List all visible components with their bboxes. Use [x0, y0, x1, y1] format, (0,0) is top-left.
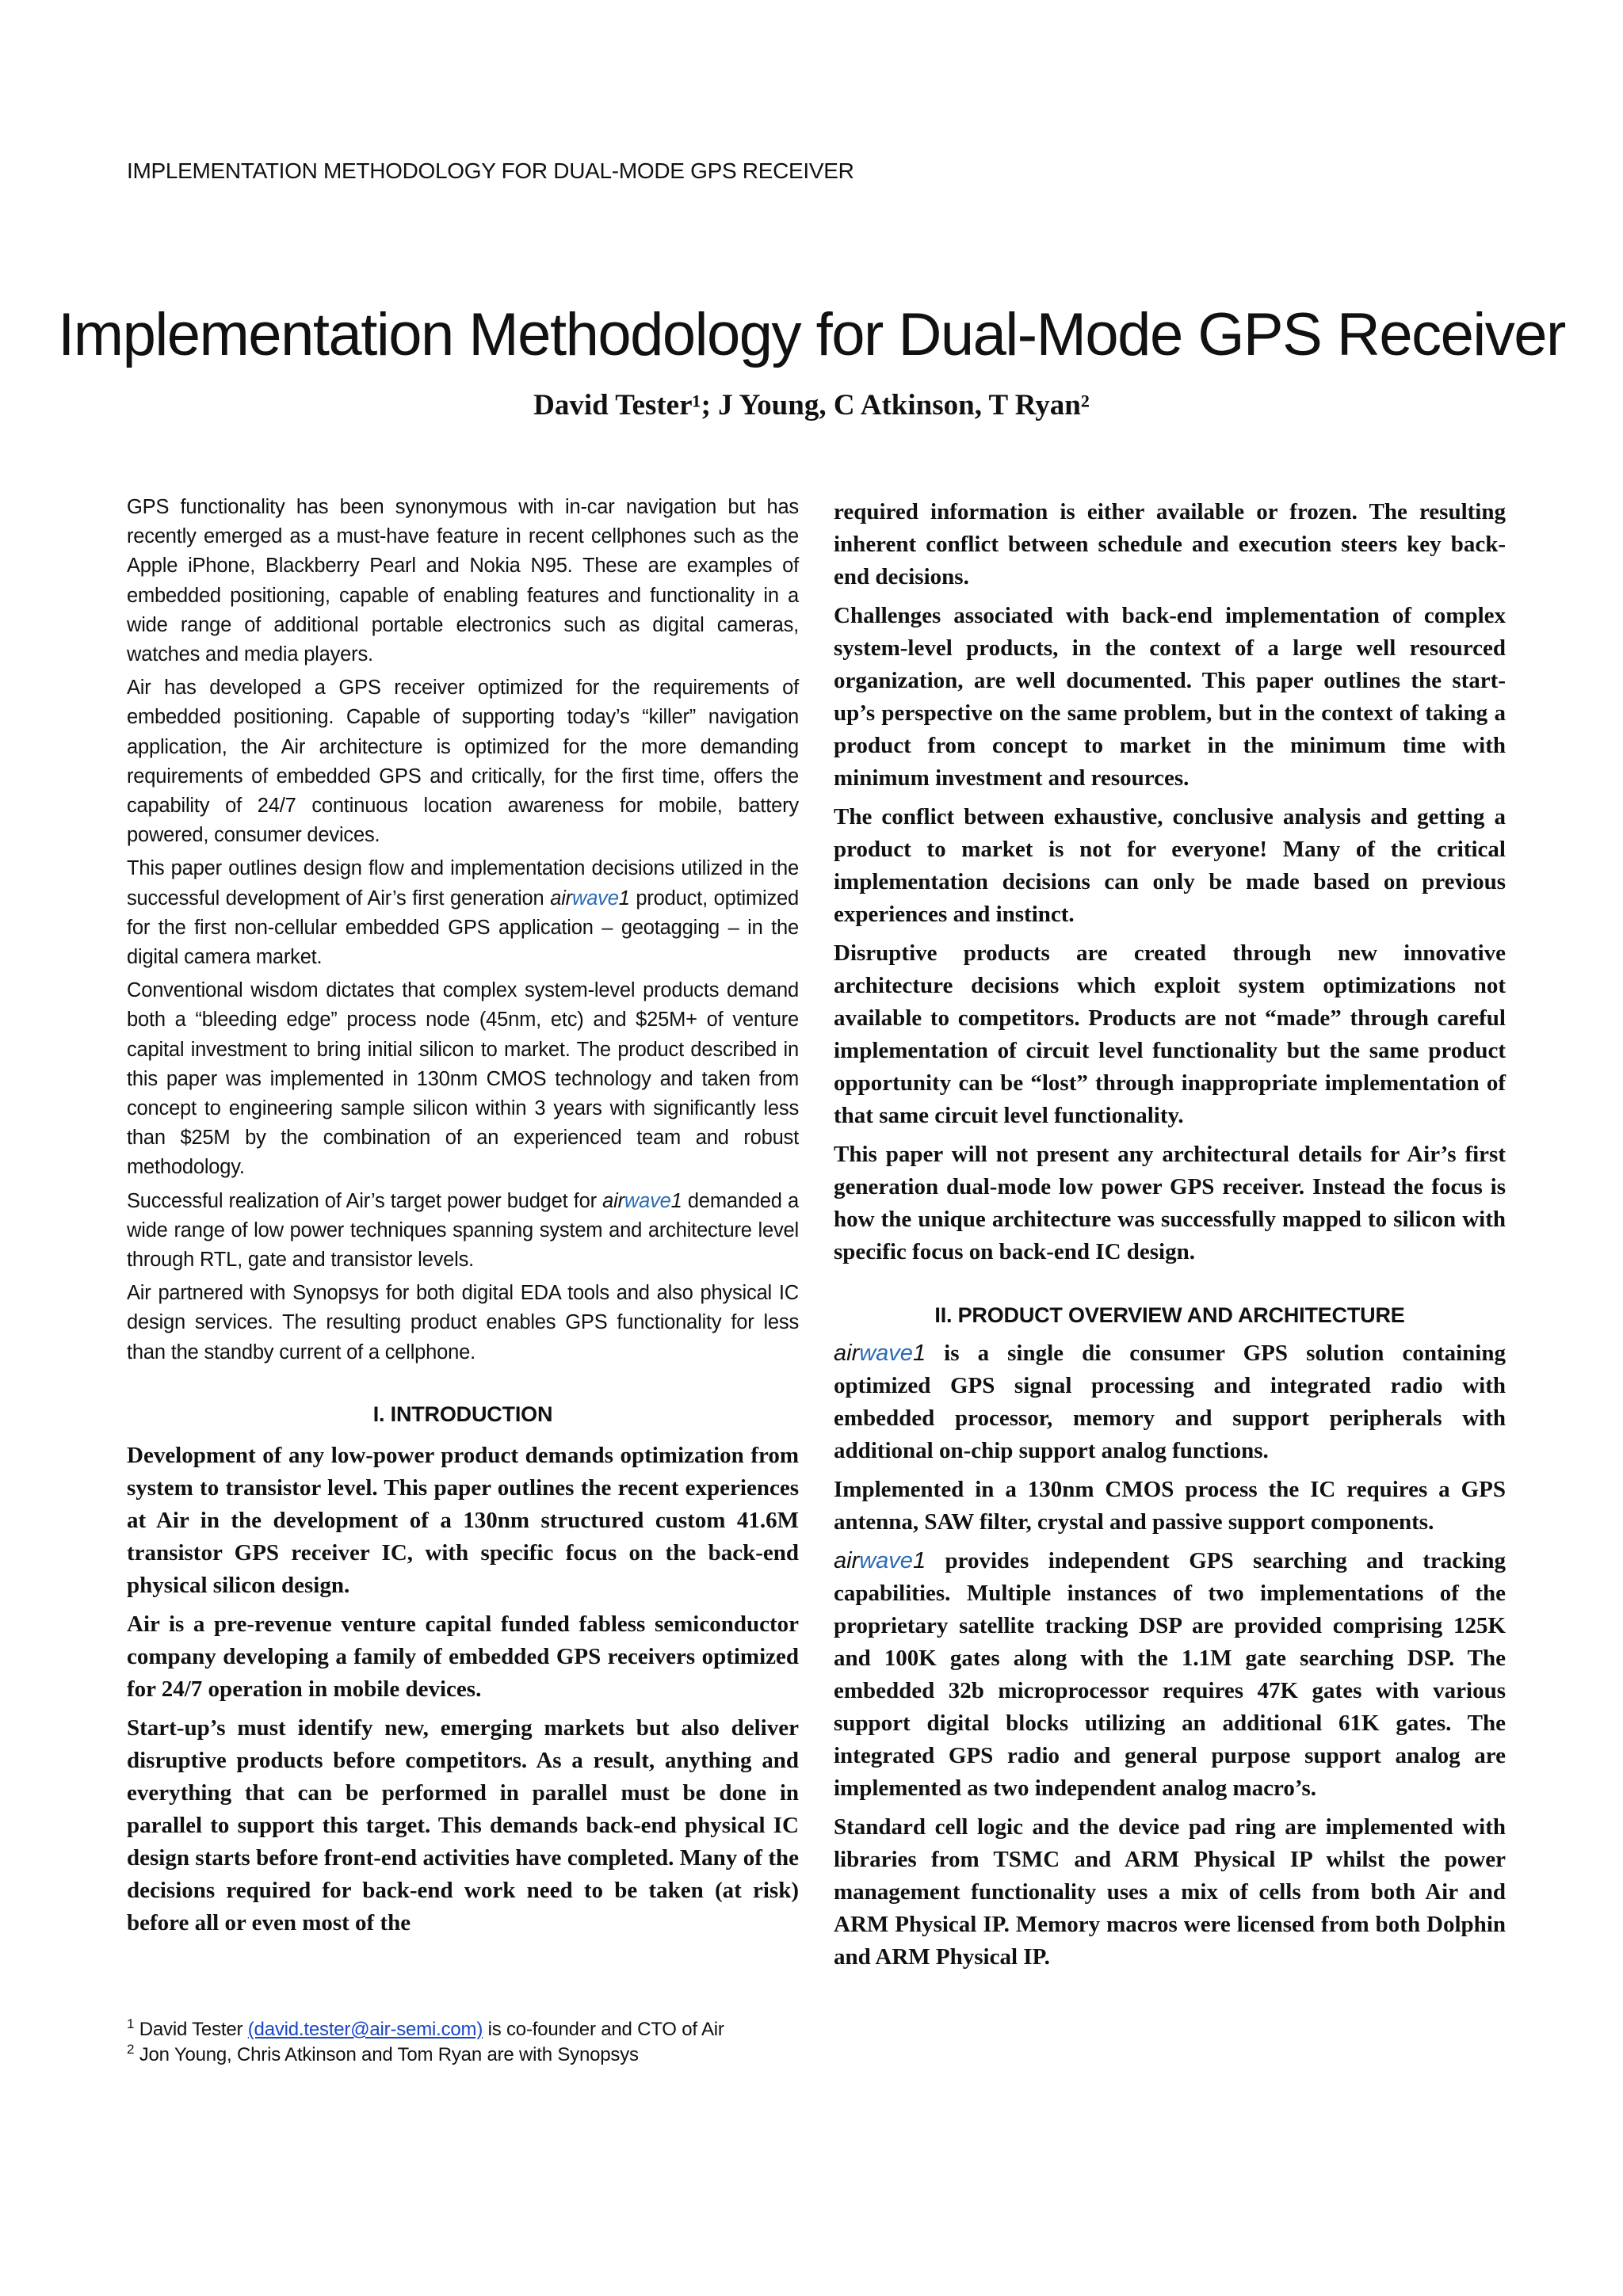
airwave1-wordmark: airwave1 [550, 887, 630, 910]
airwave1-wordmark: airwave1 [834, 1341, 926, 1366]
abstract-paragraph: Conventional wisdom dictates that complex system-level products demand both a “bleeding edge” process node (45nm, etc) and $25M+ of venture capital investment to bring initial silicon to market. The product described in this paper was implemented in 130nm CMOS technology and taken from concept to engineering sample silicon within 3 years with significantly less than $25M by the combination of an experienced team and robust methodology. [127, 979, 799, 1179]
footnote-2: $^2$ Jon Young, Chris Atkinson and Tom Ryan are with Synopsys [127, 2042, 639, 2065]
body-paragraph: Disruptive products are created through new innovative architecture decisions which exploit system optimizations not available to competitors. Products are not “made” through careful implementation of circuit level functionality but the same product opportunity can be “lost” through inappropriate implementation of that same circuit level functionality. [834, 940, 1506, 1128]
section-heading-introduction: I. INTRODUCTION [372, 1402, 553, 1426]
body-paragraph: airwave1 is a single die consumer GPS solution containing optimized GPS signal processing and integrated radio with embedded processor, memory and support peripherals with additional on-chip support analog functions. [834, 1341, 1506, 1463]
abstract-paragraph: Air has developed a GPS receiver optimized for the requirements of embedded positioning. Capable of supporting today’s “killer” navigation application, the Air architecture is optimized for the more demanding requirements of embedded GPS and critically, for the first time, offers the capability of 24/7 continuous location awareness for mobile, battery powered, consumer devices. [127, 677, 799, 847]
body-paragraph: Standard cell logic and the device pad ring are implemented with libraries from TSMC and ARM Physical IP whilst the power management functionality uses a mix of cells from both Air and ARM Physical IP. Memory macros were licensed from both Dolphin and ARM Physical IP. [834, 1814, 1506, 1970]
running-header: IMPLEMENTATION METHODOLOGY FOR DUAL-MODE GPS RECEIVER [127, 158, 854, 183]
body-paragraph: required information is either available or frozen. The resulting inherent conflict between schedule and execution steers key back-end decisions. [834, 499, 1506, 589]
section-heading-product-overview: II. PRODUCT OVERVIEW AND ARCHITECTURE [934, 1303, 1405, 1327]
body-paragraph: Air is a pre-revenue venture capital funded fabless semiconductor company developing a family of embedded GPS receivers optimized for 24/7 operation in mobile devices. [127, 1611, 799, 1702]
right-column [834, 496, 1506, 1980]
airwave1-wordmark: airwave1 [602, 1189, 682, 1212]
author-line: David Tester¹; J Young, C Atkinson, T Ryan² [533, 389, 1090, 421]
abstract-paragraph: GPS functionality has been synonymous with in-car navigation but has recently emerged as a must-have feature in recent cellphones such as the Apple iPhone, Blackberry Pearl and Nokia N95. These are examples of embedded positioning, capable of enabling features and functionality in a wide range of additional portable electronics such as digital cameras, watches and media players. [127, 496, 799, 666]
body-paragraph: airwave1 provides independent GPS searching and tracking capabilities. Multiple instances of two implementations of the proprietary satellite tracking DSP are provided comprising 125K and 100K gates along with the 1.1M gate searching DSP. The embedded 32b microprocessor requires 47K gates with various support digital blocks utilizing an additional 61K gates. The integrated GPS radio and general purpose support analog are implemented as two independent analog macro’s. [834, 1548, 1506, 1801]
abstract-paragraph: Successful realization of Air’s target power budget for airwave1 demanded a wide range of low power techniques spanning system and architecture level through RTL, gate and transistor levels. [127, 1189, 799, 1272]
footnote-1: $^1$ David Tester (david.tester@air-semi.com) is co-founder and CTO of Air [127, 2016, 724, 2040]
body-paragraph: Start-up’s must identify new, emerging markets but also deliver disruptive products before competitors. As a result, anything and everything that can be performed in parallel must be done in parallel to support this target. This demands back-end physical IC design starts before front-end activities have completed. Many of the decisions required for back-end work need to be taken (at risk) before all or even most of the [127, 1714, 799, 1936]
abstract-paragraph: Air partnered with Synopsys for both digital EDA tools and also physical IC design services. The resulting product enables GPS functionality for less than the standby current of a cellphone. [127, 1282, 799, 1363]
paper-title: Implementation Methodology for Dual-Mode GPS Receiver [58, 300, 1565, 368]
airwave1-wordmark: airwave1 [834, 1548, 926, 1573]
body-paragraph: Implemented in a 130nm CMOS process the IC requires a GPS antenna, SAW filter, crystal and passive support components. [834, 1477, 1506, 1535]
body-paragraph: The conflict between exhaustive, conclusive analysis and getting a product to market is not for everyone! Many of the critical implementation decisions can only be made based on previous experiences and instinct. [834, 804, 1506, 927]
body-paragraph: Challenges associated with back-end implementation of complex system-level products, in the context of a large well resourced organization, are well documented. This paper outlines the start-up’s perspective on the same problem, but in the context of taking a product from concept to market in the minimum time with minimum investment and resources. [834, 603, 1506, 791]
abstract-paragraph: This paper outlines design flow and implementation decisions utilized in the successful development of Air’s first generation airwave1 product, optimized for the first non-cellular embedded GPS application – geotagging – in the digital camera market. [127, 857, 799, 969]
footnotes [127, 2017, 724, 2068]
email-link[interactable]: (david.tester@air-semi.com) [247, 2019, 483, 2040]
body-paragraph: Development of any low-power product demands optimization from system to transistor level. This paper outlines the recent experiences at Air in the development of a 130nm structured custom 41.6M transistor GPS receiver IC, with specific focus on the back-end physical silicon design. [127, 1442, 799, 1598]
left-column [127, 493, 799, 1946]
body-paragraph: This paper will not present any architectural details for Air’s first generation dual-mode low power GPS receiver. Instead the focus is how the unique architecture was successfully mapped to silicon with specific focus on back-end IC design. [834, 1142, 1506, 1264]
